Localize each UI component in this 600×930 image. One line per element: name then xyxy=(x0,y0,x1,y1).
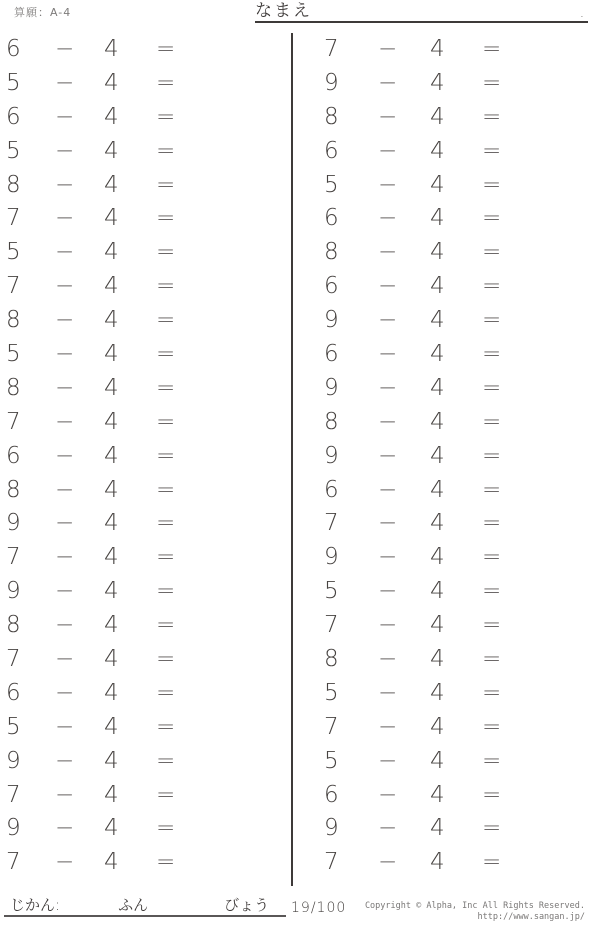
problem-row xyxy=(0,32,290,66)
equals-sign: = xyxy=(156,578,176,605)
subtrahend: 4 xyxy=(430,849,445,876)
subtrahend: 4 xyxy=(104,476,119,503)
name-field[interactable] xyxy=(255,1,588,23)
minuend: 9 xyxy=(324,307,339,334)
equals-sign: = xyxy=(482,645,502,672)
minuend: 5 xyxy=(324,578,339,605)
copyright-line1: Copyright © Alpha, Inc All Rights Reserved. xyxy=(364,901,585,911)
problem-row xyxy=(0,574,290,608)
subtrahend: 4 xyxy=(430,171,445,198)
minus-operator: − xyxy=(55,442,75,469)
equals-sign: = xyxy=(482,544,502,571)
minuend: 9 xyxy=(324,544,339,571)
minus-operator: − xyxy=(55,239,75,266)
worksheet-id: 算願：A-4 xyxy=(14,6,72,19)
minuend: 6 xyxy=(324,205,339,232)
minus-operator: − xyxy=(55,103,75,130)
problem-row xyxy=(293,201,598,235)
seconds-label: びょう xyxy=(224,896,270,914)
equals-sign: = xyxy=(482,713,502,740)
equals-sign: = xyxy=(156,340,176,367)
problem-row xyxy=(293,811,598,845)
problem-row xyxy=(0,811,290,845)
problem-row xyxy=(0,506,290,540)
minuend: 8 xyxy=(324,408,339,435)
subtrahend: 4 xyxy=(430,340,445,367)
minus-operator: − xyxy=(378,849,398,876)
problem-row xyxy=(293,100,598,134)
subtrahend: 4 xyxy=(430,544,445,571)
minuend: 5 xyxy=(6,239,21,266)
subtrahend: 4 xyxy=(104,103,119,130)
equals-sign: = xyxy=(156,137,176,164)
minuend: 7 xyxy=(6,781,21,808)
minuend: 8 xyxy=(6,171,21,198)
problem-column-right xyxy=(293,32,598,879)
minuend: 6 xyxy=(324,137,339,164)
copyright-line2: http://www.sangan.jp/ xyxy=(477,912,585,923)
subtrahend: 4 xyxy=(430,442,445,469)
minuend: 9 xyxy=(324,69,339,96)
minuend: 7 xyxy=(324,849,339,876)
problem-row xyxy=(293,506,598,540)
minus-operator: − xyxy=(378,137,398,164)
equals-sign: = xyxy=(156,849,176,876)
minus-operator: − xyxy=(55,713,75,740)
subtrahend: 4 xyxy=(104,645,119,672)
minus-operator: − xyxy=(55,849,75,876)
problem-row xyxy=(293,134,598,168)
minus-operator: − xyxy=(55,35,75,62)
minus-operator: − xyxy=(55,612,75,639)
minuend: 5 xyxy=(6,69,21,96)
minuend: 5 xyxy=(6,137,21,164)
minus-operator: − xyxy=(378,476,398,503)
minuend: 9 xyxy=(6,578,21,605)
subtrahend: 4 xyxy=(430,713,445,740)
equals-sign: = xyxy=(482,340,502,367)
minus-operator: − xyxy=(55,408,75,435)
minus-operator: − xyxy=(55,679,75,706)
minus-operator: − xyxy=(378,205,398,232)
equals-sign: = xyxy=(482,510,502,537)
equals-sign: = xyxy=(156,713,176,740)
minuend: 9 xyxy=(324,815,339,842)
minuend: 8 xyxy=(324,645,339,672)
subtrahend: 4 xyxy=(430,612,445,639)
problem-row xyxy=(0,303,290,337)
equals-sign: = xyxy=(482,849,502,876)
time-label: じかん: xyxy=(10,896,61,914)
subtrahend: 4 xyxy=(430,781,445,808)
minus-operator: − xyxy=(55,273,75,300)
minuend: 5 xyxy=(6,340,21,367)
equals-sign: = xyxy=(156,679,176,706)
subtrahend: 4 xyxy=(104,171,119,198)
subtrahend: 4 xyxy=(104,747,119,774)
minuend: 7 xyxy=(6,273,21,300)
minuend: 8 xyxy=(6,476,21,503)
minus-operator: − xyxy=(378,35,398,62)
minuend: 6 xyxy=(324,273,339,300)
equals-sign: = xyxy=(482,612,502,639)
minus-operator: − xyxy=(378,645,398,672)
equals-sign: = xyxy=(482,273,502,300)
minuend: 9 xyxy=(6,815,21,842)
equals-sign: = xyxy=(156,612,176,639)
equals-sign: = xyxy=(156,815,176,842)
equals-sign: = xyxy=(156,781,176,808)
minuend: 9 xyxy=(324,442,339,469)
equals-sign: = xyxy=(156,273,176,300)
equals-sign: = xyxy=(482,374,502,401)
minuend: 9 xyxy=(324,374,339,401)
subtrahend: 4 xyxy=(104,239,119,266)
minuend: 8 xyxy=(324,103,339,130)
minuend: 9 xyxy=(6,747,21,774)
problem-row xyxy=(293,710,598,744)
subtrahend: 4 xyxy=(430,747,445,774)
problem-row xyxy=(293,744,598,778)
problem-row xyxy=(293,439,598,473)
minuend: 8 xyxy=(6,307,21,334)
subtrahend: 4 xyxy=(430,645,445,672)
subtrahend: 4 xyxy=(430,205,445,232)
minus-operator: − xyxy=(378,273,398,300)
minus-operator: − xyxy=(55,578,75,605)
minus-operator: − xyxy=(55,815,75,842)
problem-row xyxy=(293,778,598,812)
minuend: 7 xyxy=(6,645,21,672)
subtrahend: 4 xyxy=(104,69,119,96)
equals-sign: = xyxy=(156,544,176,571)
minus-operator: − xyxy=(378,713,398,740)
subtrahend: 4 xyxy=(104,679,119,706)
subtrahend: 4 xyxy=(430,578,445,605)
minus-operator: − xyxy=(55,510,75,537)
subtrahend: 4 xyxy=(104,612,119,639)
equals-sign: = xyxy=(156,442,176,469)
minus-operator: − xyxy=(378,239,398,266)
subtrahend: 4 xyxy=(430,69,445,96)
problem-row xyxy=(0,744,290,778)
equals-sign: = xyxy=(482,171,502,198)
equals-sign: = xyxy=(482,205,502,232)
minuend: 7 xyxy=(324,35,339,62)
copyright xyxy=(365,901,585,923)
minuend: 5 xyxy=(324,171,339,198)
problem-row xyxy=(0,235,290,269)
equals-sign: = xyxy=(156,408,176,435)
problem-row xyxy=(0,676,290,710)
subtrahend: 4 xyxy=(104,544,119,571)
subtrahend: 4 xyxy=(104,273,119,300)
minus-operator: − xyxy=(378,408,398,435)
subtrahend: 4 xyxy=(104,374,119,401)
name-line-period: . xyxy=(579,6,584,21)
equals-sign: = xyxy=(156,171,176,198)
problem-row xyxy=(293,845,598,879)
minus-operator: − xyxy=(378,442,398,469)
subtrahend: 4 xyxy=(104,578,119,605)
problem-row xyxy=(293,473,598,507)
subtrahend: 4 xyxy=(430,307,445,334)
minus-operator: − xyxy=(55,340,75,367)
minuend: 7 xyxy=(6,849,21,876)
minuend: 6 xyxy=(324,340,339,367)
subtrahend: 4 xyxy=(430,510,445,537)
minus-operator: − xyxy=(378,69,398,96)
minuend: 6 xyxy=(6,35,21,62)
problem-row xyxy=(293,642,598,676)
minus-operator: − xyxy=(378,103,398,130)
minus-operator: − xyxy=(378,578,398,605)
minuend: 8 xyxy=(6,612,21,639)
equals-sign: = xyxy=(482,307,502,334)
equals-sign: = xyxy=(482,69,502,96)
problem-row xyxy=(293,405,598,439)
equals-sign: = xyxy=(156,239,176,266)
subtrahend: 4 xyxy=(430,239,445,266)
name-label: なまえ xyxy=(255,1,312,21)
problem-row xyxy=(0,642,290,676)
subtrahend: 4 xyxy=(104,849,119,876)
minus-operator: − xyxy=(55,69,75,96)
problem-row xyxy=(0,439,290,473)
problem-row xyxy=(0,540,290,574)
problem-row xyxy=(293,371,598,405)
subtrahend: 4 xyxy=(430,137,445,164)
minus-operator: − xyxy=(378,374,398,401)
equals-sign: = xyxy=(156,35,176,62)
subtrahend: 4 xyxy=(430,35,445,62)
minus-operator: − xyxy=(378,307,398,334)
minuend: 7 xyxy=(6,408,21,435)
minus-operator: − xyxy=(55,781,75,808)
equals-sign: = xyxy=(156,103,176,130)
problem-row xyxy=(293,303,598,337)
subtrahend: 4 xyxy=(430,273,445,300)
problem-row xyxy=(0,337,290,371)
subtrahend: 4 xyxy=(104,815,119,842)
problem-row xyxy=(293,574,598,608)
equals-sign: = xyxy=(156,69,176,96)
minuend: 5 xyxy=(324,747,339,774)
subtrahend: 4 xyxy=(430,679,445,706)
minuend: 6 xyxy=(6,679,21,706)
equals-sign: = xyxy=(482,781,502,808)
minutes-label: ふん xyxy=(118,896,149,914)
minuend: 7 xyxy=(324,713,339,740)
problem-row xyxy=(293,608,598,642)
minus-operator: − xyxy=(378,781,398,808)
subtrahend: 4 xyxy=(104,781,119,808)
minus-operator: − xyxy=(55,747,75,774)
problem-row xyxy=(0,168,290,202)
subtrahend: 4 xyxy=(104,713,119,740)
minus-operator: − xyxy=(378,510,398,537)
problem-row xyxy=(0,710,290,744)
minuend: 5 xyxy=(324,679,339,706)
subtrahend: 4 xyxy=(430,103,445,130)
subtrahend: 4 xyxy=(104,408,119,435)
minuend: 9 xyxy=(6,510,21,537)
problem-row xyxy=(0,201,290,235)
equals-sign: = xyxy=(156,307,176,334)
minuend: 7 xyxy=(6,205,21,232)
problem-row xyxy=(0,405,290,439)
minuend: 6 xyxy=(6,442,21,469)
equals-sign: = xyxy=(156,510,176,537)
time-entry-line[interactable] xyxy=(4,896,286,917)
minuend: 5 xyxy=(6,713,21,740)
subtrahend: 4 xyxy=(430,408,445,435)
problem-row xyxy=(293,66,598,100)
minuend: 7 xyxy=(324,510,339,537)
equals-sign: = xyxy=(482,679,502,706)
minus-operator: − xyxy=(55,476,75,503)
minus-operator: − xyxy=(378,544,398,571)
minus-operator: − xyxy=(55,137,75,164)
minuend: 7 xyxy=(6,544,21,571)
minus-operator: − xyxy=(55,544,75,571)
equals-sign: = xyxy=(482,442,502,469)
equals-sign: = xyxy=(482,747,502,774)
problem-row xyxy=(293,235,598,269)
minus-operator: − xyxy=(378,815,398,842)
equals-sign: = xyxy=(482,35,502,62)
problem-row xyxy=(293,269,598,303)
equals-sign: = xyxy=(156,645,176,672)
minus-operator: − xyxy=(55,307,75,334)
minuend: 6 xyxy=(324,781,339,808)
problem-row xyxy=(0,134,290,168)
subtrahend: 4 xyxy=(104,307,119,334)
equals-sign: = xyxy=(482,578,502,605)
problem-row xyxy=(0,371,290,405)
minus-operator: − xyxy=(378,612,398,639)
equals-sign: = xyxy=(482,408,502,435)
minus-operator: − xyxy=(55,645,75,672)
minuend: 7 xyxy=(324,612,339,639)
equals-sign: = xyxy=(156,747,176,774)
problem-row xyxy=(293,337,598,371)
problem-row xyxy=(0,269,290,303)
subtrahend: 4 xyxy=(104,340,119,367)
problem-column-left xyxy=(0,32,290,879)
problem-row xyxy=(293,168,598,202)
equals-sign: = xyxy=(482,103,502,130)
subtrahend: 4 xyxy=(104,205,119,232)
equals-sign: = xyxy=(482,476,502,503)
equals-sign: = xyxy=(156,374,176,401)
equals-sign: = xyxy=(482,137,502,164)
equals-sign: = xyxy=(156,476,176,503)
subtrahend: 4 xyxy=(104,442,119,469)
problem-row xyxy=(0,100,290,134)
subtrahend: 4 xyxy=(104,35,119,62)
minus-operator: − xyxy=(55,374,75,401)
equals-sign: = xyxy=(482,815,502,842)
problem-row xyxy=(0,845,290,879)
minus-operator: − xyxy=(378,340,398,367)
subtrahend: 4 xyxy=(430,815,445,842)
minus-operator: − xyxy=(55,205,75,232)
minus-operator: − xyxy=(378,171,398,198)
minuend: 6 xyxy=(324,476,339,503)
equals-sign: = xyxy=(156,205,176,232)
minuend: 6 xyxy=(6,103,21,130)
subtrahend: 4 xyxy=(104,510,119,537)
problem-row xyxy=(293,676,598,710)
minus-operator: − xyxy=(55,171,75,198)
minuend: 8 xyxy=(6,374,21,401)
score-text: 19/100 xyxy=(291,900,347,916)
subtrahend: 4 xyxy=(430,374,445,401)
problem-row xyxy=(0,778,290,812)
subtrahend: 4 xyxy=(430,476,445,503)
problem-row xyxy=(293,32,598,66)
minuend: 8 xyxy=(324,239,339,266)
subtrahend: 4 xyxy=(104,137,119,164)
problem-row xyxy=(293,540,598,574)
problem-row xyxy=(0,66,290,100)
problem-row xyxy=(0,473,290,507)
problem-row xyxy=(0,608,290,642)
minus-operator: − xyxy=(378,679,398,706)
equals-sign: = xyxy=(482,239,502,266)
minus-operator: − xyxy=(378,747,398,774)
